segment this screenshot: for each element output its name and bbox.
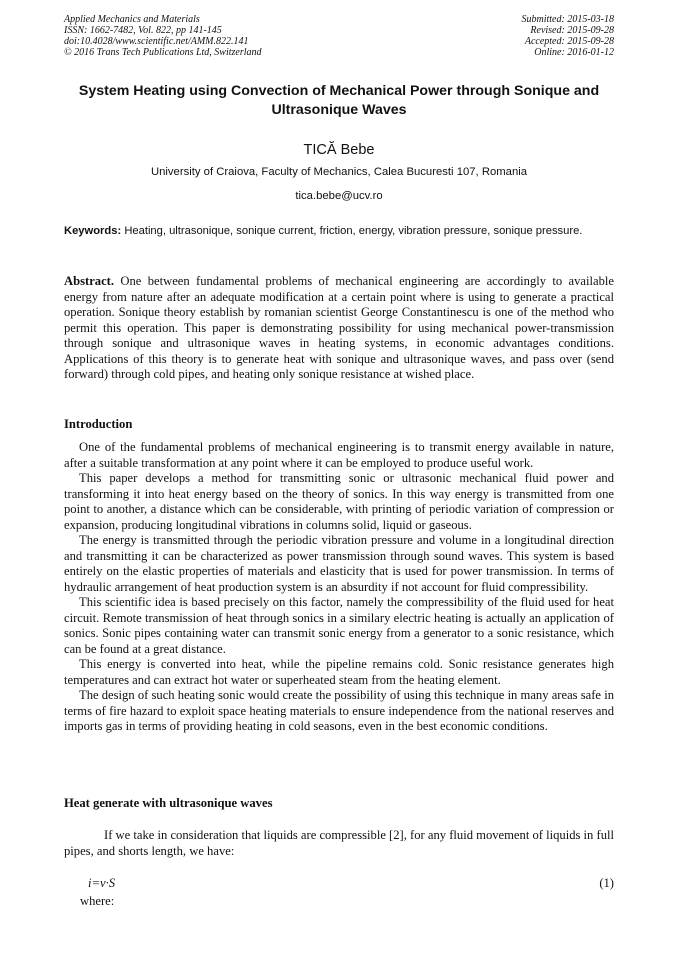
abstract-label: Abstract. bbox=[64, 274, 115, 288]
keywords-label: Keywords: bbox=[64, 225, 122, 237]
equation-formula: i=ν·S bbox=[88, 876, 116, 890]
paper-title: System Heating using Convection of Mechanical Power through Sonique and Ultrasonique Waves bbox=[78, 83, 600, 118]
keywords bbox=[64, 224, 614, 238]
submission-dates bbox=[522, 14, 615, 58]
author-name: TICĂ Bebe bbox=[303, 142, 375, 158]
journal-doi: doi:10.4028/www.scientific.net/AMM.822.141 bbox=[64, 36, 249, 47]
intro-paragraph: One of the fundamental problems of mechanical engineering is to transmit energy available in nature, after a suitable transformation at any point where it can be employed to produce useful work. bbox=[64, 440, 614, 470]
intro-paragraph: This scientific idea is based precisely on this factor, namely the compressibility of the fluid used for heat circuit. Remote transmission of heat through sonics in a similary electric heating is actually an application of sonics. Sonic pipes containing water can transmit sonic energy from a generator to a sonic resistance, which can be found at a great distance. bbox=[64, 595, 614, 656]
journal-name: Applied Mechanics and Materials bbox=[64, 14, 200, 25]
intro-paragraph: The design of such heating sonic would create the possibility of using this technique in many areas safe in terms of fire hazard to exploit space heating materials to ensure independence from the national reserves and imports gas in terms of providing heating in cold seasons, even in the best economic conditions. bbox=[64, 688, 614, 733]
date-submitted: Submitted: 2015-03-18 bbox=[521, 14, 614, 25]
journal-header bbox=[64, 14, 614, 58]
section-heading-introduction: Introduction bbox=[64, 417, 133, 431]
journal-info bbox=[64, 14, 262, 58]
intro-paragraph: The energy is transmitted through the periodic vibration pressure and volume in a longitudinal direction and transmitting it can be characterized as power transmission through sound waves. This system is based entirely on the elastic properties of materials and elasticity that is used for power transmission. In terms of hydraulic arrangement of heat production system is an absurdity if not account for fluid compressibility. bbox=[64, 533, 614, 594]
author-affiliation: University of Craiova, Faculty of Mechanics, Calea Bucuresti 107, Romania bbox=[150, 166, 528, 178]
journal-issn: ISSN: 1662-7482, Vol. 822, pp 141-145 bbox=[64, 25, 222, 36]
intro-paragraph: This energy is converted into heat, while the pipeline remains cold. Sonic resistance generates high temperatures and can extract hot water or superheated steam from the heating element. bbox=[64, 657, 614, 687]
intro-paragraph: This paper develops a method for transmitting sonic or ultrasonic mechanical fluid power and transforming it into heat energy based on the theory of sonics. In this way energy is transmitted from one point to another, a distance which can be considerable, with printing of periodic variation of compression or expansion, producing longitudinal vibrations in columns solid, liquid or gaseous. bbox=[64, 471, 614, 532]
date-online: Online: 2016-01-12 bbox=[534, 47, 614, 58]
section2-paragraph: If we take in consideration that liquids are compressible [2], for any fluid movement of liquids in full pipes, and shorts length, we have: bbox=[64, 828, 614, 858]
journal-copyright: © 2016 Trans Tech Publications Ltd, Switzerland bbox=[64, 47, 262, 58]
section-heading-ultrasonique: Heat generate with ultrasonique waves bbox=[64, 796, 273, 810]
keywords-text: Heating, ultrasonique, sonique current, friction, energy, vibration pressure, sonique pressure. bbox=[124, 225, 583, 237]
author-email: tica.bebe@ucv.ro bbox=[295, 190, 383, 202]
date-accepted: Accepted: 2015-09-28 bbox=[524, 36, 614, 47]
date-revised: Revised: 2015-09-28 bbox=[530, 25, 614, 36]
equation-1 bbox=[88, 876, 614, 891]
where-label: where: bbox=[80, 894, 115, 908]
abstract bbox=[64, 274, 614, 383]
introduction-body bbox=[64, 440, 614, 735]
abstract-text: One between fundamental problems of mechanical engineering are accordingly to available energy from nature after an adequate modification at a certain point where is using to generate a practical operation. Sonique theory establish by romanian scientist George Constantinescu is one of the method who permit this operation. This paper is demonstrating possibility for using mechanical power-transmission through sonique and ultrasonique waves in heating systems, in economic advantages conditions. Applications of this theory is to generate heat with sonique and ultrasonique waves, and pass over (send forward) through cold pipes, and heating only sonique resistance at wished place. bbox=[64, 274, 614, 381]
equation-number: (1) bbox=[599, 876, 614, 890]
